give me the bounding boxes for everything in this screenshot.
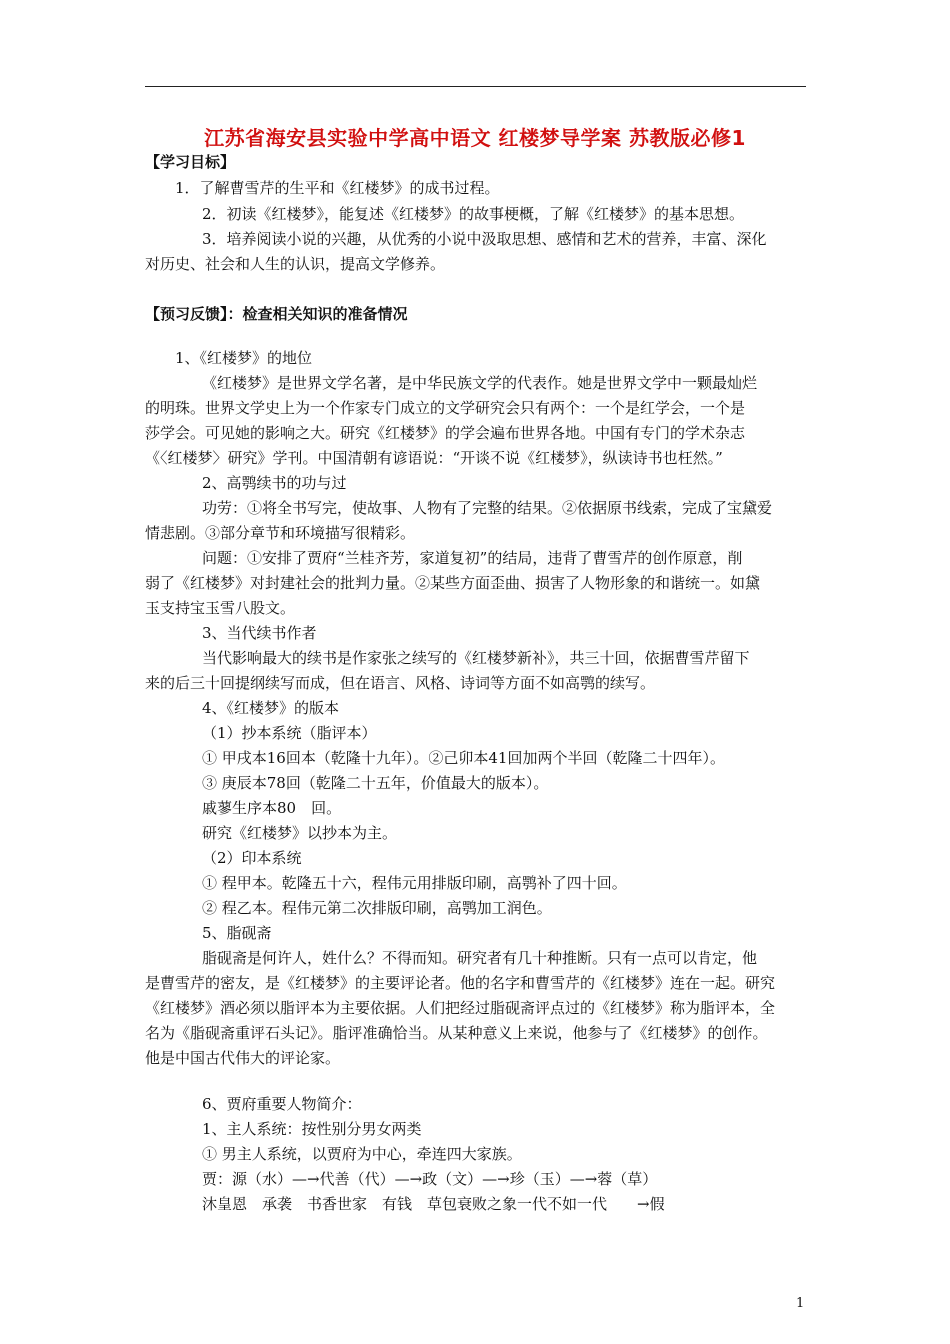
paragraph-line: 当代影响最大的续书是作家张之续写的《红楼梦新补》，共三十回，依据曹雪芹留下 [202, 649, 750, 667]
list-item: ① 甲戌本16回本（乾隆十九年）。②己卯本41回加两个半回（乾隆二十四年）。 [202, 749, 725, 767]
paragraph-line: 莎学会。可见她的影响之大。研究《红楼梦》的学会遍布世界各地。中国有专门的学术杂志 [145, 424, 746, 442]
header-rule [145, 86, 806, 87]
paragraph-line: 《红楼梦》酒必须以脂评本为主要依据。人们把经过脂砚斋评点过的《红楼梦》称为脂评本，全 [145, 999, 776, 1017]
paragraph-line: 他是中国古代伟大的评论家。 [145, 1049, 341, 1067]
paragraph-line: 情悲剧。③部分章节和环境描写很精彩。 [145, 524, 416, 542]
list-item: （1）抄本系统（脂评本） [202, 724, 377, 742]
list-item: ① 男主人系统，以贾府为中心，牵连四大家族。 [202, 1145, 522, 1163]
objective-1: 1．了解曹雪芹的生平和《红楼梦》的成书过程。 [175, 179, 500, 197]
objective-2: 2．初读《红楼梦》，能复述《红楼梦》的故事梗概，了解《红楼梦》的基本思想。 [202, 205, 745, 223]
paragraph-line: 脂砚斋是何许人，姓什么？不得而知。研究者有几十种推断。只有一点可以肯定，他 [202, 949, 758, 967]
section-heading-preview: 【预习反馈】：检查相关知识的准备情况 [145, 305, 408, 323]
list-item: 戚蓼生序本80 回。 [202, 799, 342, 817]
list-item: ③ 庚辰本78回（乾隆二十五年，价值最大的版本）。 [202, 774, 549, 792]
paragraph-line: 名为《脂砚斋重评石头记》。脂评准确恰当。从某种意义上来说，他参与了《红楼梦》的创作。 [145, 1024, 768, 1042]
section-heading-objectives: 【学习目标】 [145, 153, 236, 171]
item-3-heading: 3、当代续书作者 [202, 624, 317, 642]
list-item: ② 程乙本。程伟元第二次排版印刷，高鹗加工润色。 [202, 899, 552, 917]
objective-3-cont: 对历史、社会和人生的认识，提高文学修养。 [145, 255, 446, 273]
objective-3: 3．培养阅读小说的兴趣，从优秀的小说中汲取思想、感情和艺术的营养，丰富、深化 [202, 230, 767, 248]
paragraph-line: 玉支持宝玉雪八股文。 [145, 599, 296, 617]
paragraph-line: 《〈红楼梦〉研究》学刊。中国清朝有谚语说：“开谈不说《红楼梦》，纵读诗书也枉然。” [145, 449, 723, 467]
paragraph-line: 是曹雪芹的密友，是《红楼梦》的主要评论者。他的名字和曹雪芹的《红楼梦》连在一起。研究 [145, 974, 776, 992]
list-item: 研究《红楼梦》以抄本为主。 [202, 824, 398, 842]
page-number: 1 [796, 1296, 805, 1311]
item-4-heading: 4、《红楼梦》的版本 [202, 699, 340, 717]
list-item: ① 程甲本。乾隆五十六，程伟元用排版印刷，高鹗补了四十回。 [202, 874, 627, 892]
document-title: 江苏省海安县实验中学高中语文 红楼梦导学案 苏教版必修1 [204, 126, 746, 150]
paragraph-line: 来的后三十回提纲续写而成，但在语言、风格、诗词等方面不如高鹗的续写。 [145, 674, 656, 692]
paragraph-line: 弱了《红楼梦》对封建社会的批判力量。②某些方面歪曲、损害了人物形象的和谐统一。如黛 [145, 574, 761, 592]
list-item: 1、主人系统：按性别分男女两类 [202, 1120, 422, 1138]
item-2-heading: 2、高鹗续书的功与过 [202, 474, 347, 492]
item-5-heading: 5、脂砚斋 [202, 924, 272, 942]
list-item: （2）印本系统 [202, 849, 302, 867]
item-6-heading: 6、贾府重要人物简介： [202, 1095, 362, 1113]
paragraph-line: 问题：①安排了贾府“兰桂齐芳，家道复初”的结局，违背了曹雪芹的创作原意，削 [202, 549, 743, 567]
paragraph-line: 的明珠。世界文学史上为一个作家专门成立的文学研究会只有两个：一个是红学会，一个是 [145, 399, 746, 417]
paragraph-line: 《红楼梦》是世界文学名著，是中华民族文学的代表作。她是世界文学中一颗最灿烂 [202, 374, 758, 392]
lineage-notes: 沐皇恩 承袭 书香世家 有钱 草包衰败之象一代不如一代 →假 [202, 1195, 665, 1213]
lineage-line: 贾：源（水）—→代善（代）—→政（文）—→珍（玉）—→蓉（草） [202, 1170, 658, 1188]
paragraph-line: 功劳：①将全书写完，使故事、人物有了完整的结果。②依据原书线索，完成了宝黛爱 [202, 499, 773, 517]
item-1-heading: 1、《红楼梦》的地位 [175, 349, 313, 367]
